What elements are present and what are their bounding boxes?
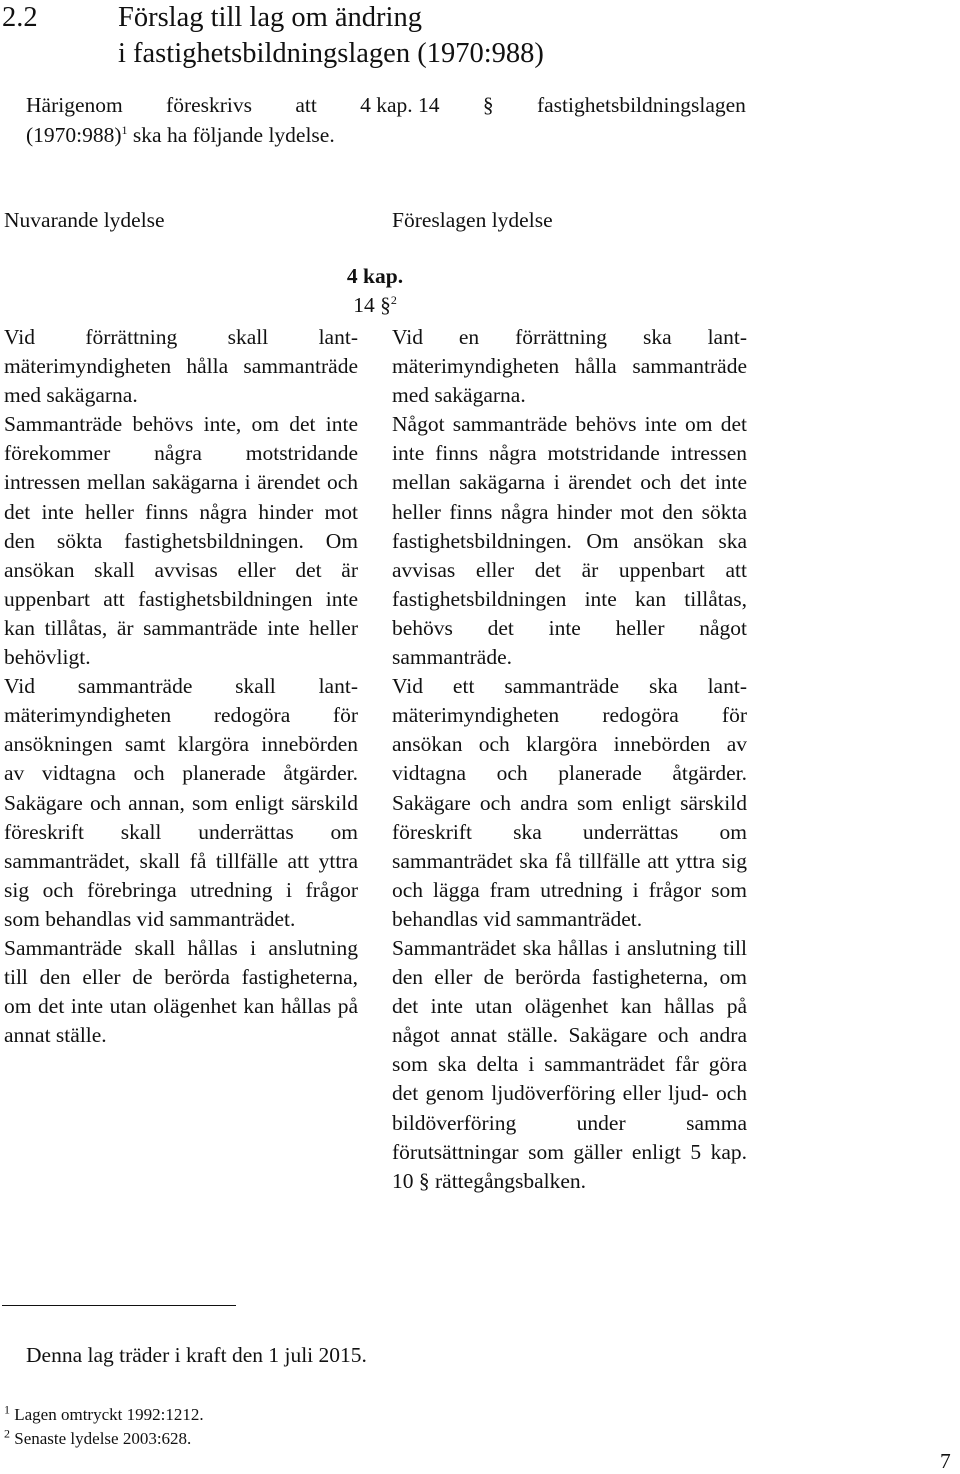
- intro-word: 4 kap. 14: [360, 93, 440, 117]
- footnote-2: [4, 1428, 191, 1450]
- proposed-paragraph: Sammanträdet ska hållas i anslutning till den eller de berörda fastigheterna, om det inte utan olägenhet kan hållas på något annat ställe. Sakägare och andra som ska delta i sammanträdet får göra det genom ljudöverföring eller ljud- och bildöverföring under samma förutsättningar som gäller enligt 5 kap. 10 § rättegångsbalken.: [392, 935, 747, 1193]
- section-label: [340, 290, 410, 320]
- footnote-mark: 1: [4, 1402, 10, 1417]
- proposed-text-heading: Föreslagen lydelse: [392, 208, 553, 232]
- intro-law-ref: (1970:988): [26, 123, 122, 147]
- intro-word: fastighetsbildningslagen: [536, 93, 746, 117]
- chapter-label: 4 kap.: [346, 264, 404, 288]
- footnote-divider: [2, 1305, 236, 1306]
- intro-word: att: [295, 93, 317, 117]
- heading-line-1: Förslag till lag om ändring: [118, 2, 422, 33]
- current-paragraph: Sammanträde behövs inte, om det inte förekommer några motstridande intressen mellan sakägarna i ärendet och det inte heller finns några hinder mot den sökta fastighetsbildningen. Om ansökan skall avvisas eller det är uppenbart att fastighetsbildningen inte kan tillåtas, är sammanträde inte heller behövligt.: [4, 412, 358, 670]
- section-number-label: 14 §: [353, 293, 391, 317]
- current-text-heading: Nuvarande lydelse: [4, 208, 165, 232]
- footnote-ref-2: 2: [390, 292, 397, 307]
- proposed-paragraph: Något sammanträde behövs inte om det inte finns några motstridande intressen mellan sakägarna i ärendet och det inte heller finns några hinder mot den sökta fastighetsbildningen. Om ansökan ska avvisas eller det är uppenbart att fastighetsbildningen inte kan tillåtas, behövs det inte heller något sammanträde.: [392, 412, 747, 670]
- footnote-mark: 2: [4, 1426, 10, 1441]
- proposed-text-column: [392, 323, 747, 1196]
- proposed-paragraph: Vid en förrättning ska lantmäterimyndigheten hålla sammanträde med sakägarna.: [392, 325, 747, 408]
- intro-word: §: [482, 93, 494, 117]
- footnote-ref-1: 1: [121, 122, 128, 137]
- section-number: 2.2: [2, 2, 38, 33]
- footnote-1: [4, 1404, 204, 1426]
- intro-rest: ska ha följande lydelse.: [132, 123, 335, 147]
- current-paragraph: Vid förrättning skall lantmäterimyndigheten hålla sammanträde med sakägarna.: [4, 325, 358, 408]
- current-paragraph: Vid sammanträde skall lantmäterimyndigheten redogöra för ansökningen samt klargöra innebörden av vidtagna och planerade åtgärder. Sakägare och annan, som enligt särskild föreskrift skall underrättas om sammanträdet, skall få tillfälle att yttra sig och förebringa utredning i frågor som behandlas vid sammanträdet.: [4, 674, 358, 931]
- proposed-paragraph: Vid ett sammanträde ska lantmäterimyndigheten redogöra för ansökan och klargöra innebörden av vidtagna och planerade åtgärder. Sakägare och andra som enligt särskild föreskrift ska underrättas om sammanträdet ska få tillfälle att yttra sig och lägga fram utredning i frågor som behandlas vid sammanträdet.: [392, 674, 747, 931]
- intro-paragraph: [26, 90, 746, 150]
- intro-word: Härigenom: [26, 93, 123, 117]
- entry-into-force: Denna lag träder i kraft den 1 juli 2015.: [26, 1343, 367, 1367]
- page-number: 7: [940, 1449, 951, 1473]
- footnote-text: Lagen omtryckt 1992:1212.: [14, 1405, 204, 1424]
- current-paragraph: Sammanträde skall hållas i anslutning till den eller de berörda fastigheterna, om det inte utan olägenhet kan hållas på annat ställe.: [4, 935, 358, 1048]
- current-text-column: [4, 323, 358, 1050]
- intro-word: föreskrivs: [166, 93, 253, 117]
- intro-line-1: [26, 90, 746, 120]
- heading-line-2: i fastighetsbildningslagen (1970:988): [118, 38, 544, 69]
- footnote-text: Senaste lydelse 2003:628.: [14, 1429, 192, 1448]
- intro-line-2: [26, 120, 746, 150]
